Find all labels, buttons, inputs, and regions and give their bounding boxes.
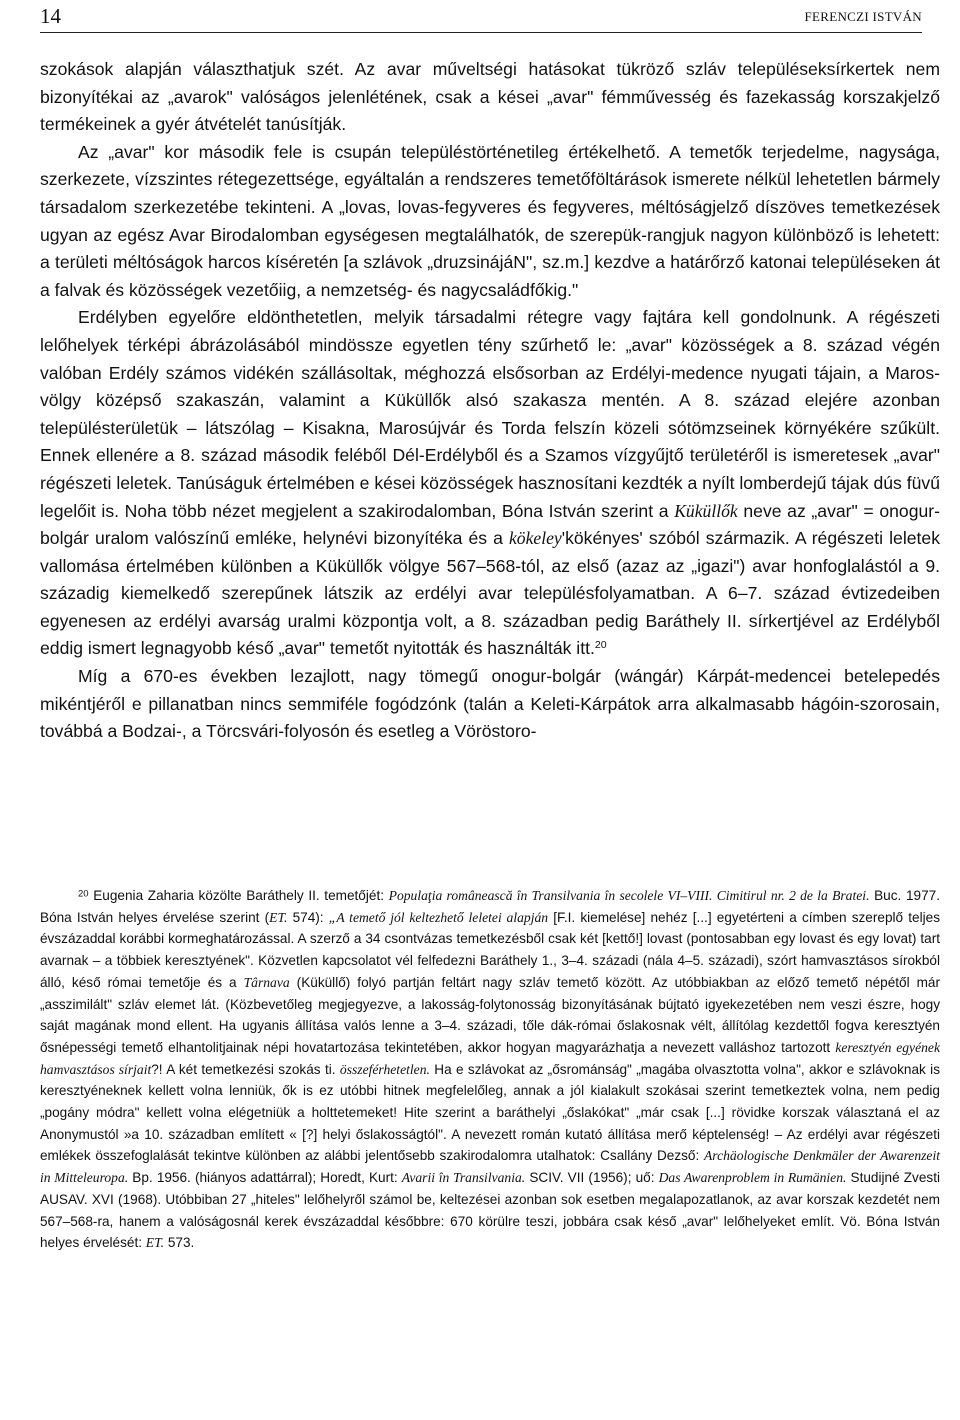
- paragraph-2: [40, 139, 940, 305]
- footnote-text: SCIV. VII (1956); uő:: [525, 1170, 659, 1186]
- footnote-italic: ET.: [145, 1235, 165, 1251]
- footnote-italic: ET.: [269, 909, 288, 925]
- page-number: 14: [40, 4, 61, 28]
- footnote-italic: Târnava: [243, 974, 290, 990]
- footnote-italic: Avarii în Transilvania.: [401, 1170, 526, 1186]
- paragraph-4: [40, 663, 940, 746]
- footnote-text: (Küküllő) folyó partján feltárt nagy szláv temető között. Az utóbbiakban az előző temető népétől már „asszimilált" szláv elemet lát. (Közbevetőleg megjegyezve, a lakosság-folytonosság bizonyításának bújtató igyekezetében nem veszi észre, hogy saját magának mond ellent. Ha ugyanis állítása valós lenne a 3–4. századi, tőle dák-római őslakosnak vélt, állítólag kezdettől fogva keresztyén ősnépességi temető elhantolitjainak népi hovatartozása tekintetében, akkor hogyan magyarázhatja a nevezett valláshoz tartozott: [40, 974, 941, 1055]
- footnote-text: ?! A két temetkezési szokás ti.: [151, 1061, 340, 1077]
- italic-kokeley: kökeley: [508, 528, 562, 549]
- footnote-text: [F.I. kiemelése] nehéz [...] egyetérteni a címben szereplő teljes évszázaddal korábbi kormeghatározással. A szerző a 34 csontvázas temetkezésből csak két [kettő!] lovast (pontosabban egy lovast és egy lovat) tart avarnak – a többiek keresztyének". Közvetlen kapcsolatot vél felfedezni Baráthely 1., 3–4. századi (nála 4–5. századi), szórt hamvasztásos sírokból álló, késő római temetője és a: [40, 909, 940, 990]
- paragraph-3-text-c: 'kökényes' szóból származik. A régészeti leletek vallomása értelmében különben a Küküllők völgye 567–568-tól, az első (azaz az „igazi") avar honfoglalástól a 9. századig kiemelkedő szerepűnek látszik az erdélyi avar településfolyamatban. A 6–7. század évtizedeiben egyenesen az erdélyi avarság uralmi központja volt, a 8. században pedig Baráthely II. sírkertjével az Erdélyből eddig ismert legnagyobb késő „avar" temetőt nyitották és használták itt.: [40, 528, 941, 659]
- paragraph-2-text: Az „avar" kor második fele is csupán településtörténetileg értékelhető. A temetők terjedelme, nagysága, szerkezete, vízszintes rétegezettsége, egyáltalán a rendszeres temetőföltárások ismerete nélkül lehetetlen bármely társadalom szerkezetébe tekinteni. A „lovas, lovas-fegyveres és fegyveres, méltóságjelző díszöves temetkezések ugyan az egész Avar Birodalomban egységesen megtalálhatók, de szerepük-rangjuk nagyon különböző is lehetett: a területi méltóságok harcos kíséretén [a szlávok „druzsinájáN", sz.m.] kezdve a határőrző katonai településeken át a falvak és közösségek vezetőiig, a nemzetség- és nagycsaládfőkig.": [40, 141, 940, 300]
- paragraph-1-text: szokások alapján választhatjuk szét. Az avar műveltségi hatásokat tükröző szláv településeksírkertek nem bizonyítékai az „avarok" valóságos jelenlétének, csak a kései „avar" fémművesség és fazekasság korszakjelző termékeinek a gyér átvételét tanúsítják.: [40, 59, 940, 135]
- footnote-20: [40, 885, 940, 1254]
- footnote-italic: Archäologische Denkmäler der Awarenzeit in Mitteleuropa.: [40, 1148, 940, 1186]
- paragraph-3-text-b: neve az „avar" = onogur-bolgár uralom valószínű emléke, helynévi bizonyítéka és a: [40, 500, 940, 549]
- paragraph-1: [40, 56, 940, 139]
- paragraph-3: [40, 304, 940, 663]
- footnote-italic: Populaţia românească în Transilvania în secolele VI–VIII. Cimitirul nr. 2 de la Bratei.: [388, 888, 870, 903]
- footnote-text: Buc. 1977. Bóna István helyes érvelése szerint (: [40, 888, 940, 925]
- footnote-italic: „A temető jól keltezhető leletei alapján: [328, 909, 549, 925]
- page-header: [40, 2, 922, 33]
- footnote-text: Ha e szlávokat az „ősrománság" „magába olvasztotta volna", akkor e szlávoknak is keresztyéneknek kellett volna lenniük, ők is ez utóbbi hitnek megfelelőleg, annak a jól kialakult szokásai szerint temetkeztek volna, nem pedig „pogány módra" kellett volna elégetniük a holttetemeket! Hite szerint a baráthelyi „őslakókat" „már csak [...] rövidke korszak választaná el az Anonymustól »a 10. században említett « [?] helyi őslakosságtól". A nevezett román kutató állítása merő képtelenség! – Az erdélyi avar régészeti emlékek összefoglalását tekintve különben az alábbi jelentősebb szakirodalomra utalhatok: Csallány Dezső:: [40, 1061, 941, 1164]
- paragraph-3-text-a: Erdélyben egyelőre eldönthetetlen, melyik társadalmi rétegre vagy fajtára kell gondolnunk. A régészeti lelőhelyek térképi ábrázolásából mindössze egyetlen tény szűrhető le: „avar" közösségek a 8. század végén valóban Erdély számos vidékén szállásoltak, méghozzá elsősorban az Erdélyi-medence nyugati tájain, a Maros-völgy középső szakaszán, valamint a Küküllők alsó szakasza mentén. A 8. század elejére azonban településterületük – látszólag – Kisakna, Marosújvár és Torda felszín közeli sótömzseinek környékére szűkült. Ennek ellenére a 8. század második feléből Dél-Erdélyből és a Szamos vízgyűjtő területéről is ismeretesek „avar" régészeti leletek. Tanúságuk értelmében e kései közösségek hasznosítani kezdték a nyílt lomberdejű tájak dús füvű legelőit is. Noha több nézet megjelent a szakirodalomban, Bóna István szerint a: [40, 307, 940, 521]
- footnote-text: Studijné Zvesti AUSAV. XVI (1968). Utóbbiban 27 „hiteles" lelőhelyről számol be, keltezései azonban sok esetben megalapozatlanok, az avar korszak kezdetét nem 567–568-ra, hanem a valóságosnál kerek évszázaddal későbbre: 670 körülre teszi, jobbára csak késő „avar" lelőhelyeket említ. Vö. Bóna István helyes érvelését:: [40, 1170, 941, 1251]
- paragraph-4-text: Míg a 670-es években lezajlott, nagy tömegű onogur-bolgár (wángár) Kárpát-medencei betelepedés mikéntjéről e pillanatban nincs semmiféle fogódzónk (talán a Keleti-Kárpátok arra alkalmasabb hágóin-szorosain, továbbá a Bodzai-, a Törcsvári-folyosón és esetleg a Vöröstoro-: [40, 666, 940, 742]
- footnote-text: 573.: [164, 1235, 195, 1251]
- body-text: [40, 56, 940, 746]
- footnote-italic: Das Awarenproblem in Rumänien.: [658, 1170, 847, 1186]
- footnotes: [40, 885, 940, 1254]
- footnote-italic: keresztyén egyének hamvasztásos sírjait: [40, 1039, 940, 1077]
- footnote-text: Bp. 1956. (hiányos adattárral); Horedt, Kurt:: [128, 1170, 402, 1186]
- footnote-text: Eugenia Zaharia közölte Baráthely II. temetőjét:: [88, 888, 389, 903]
- footnote-italic: összeférhetetlen.: [339, 1061, 430, 1077]
- footnote-number: 20: [78, 888, 89, 900]
- running-head: FERENCZI ISTVÁN: [804, 9, 922, 24]
- italic-kukullok: Küküllők: [674, 500, 738, 521]
- footnote-reference: 20: [594, 639, 607, 652]
- footnote-text: 574):: [287, 909, 329, 925]
